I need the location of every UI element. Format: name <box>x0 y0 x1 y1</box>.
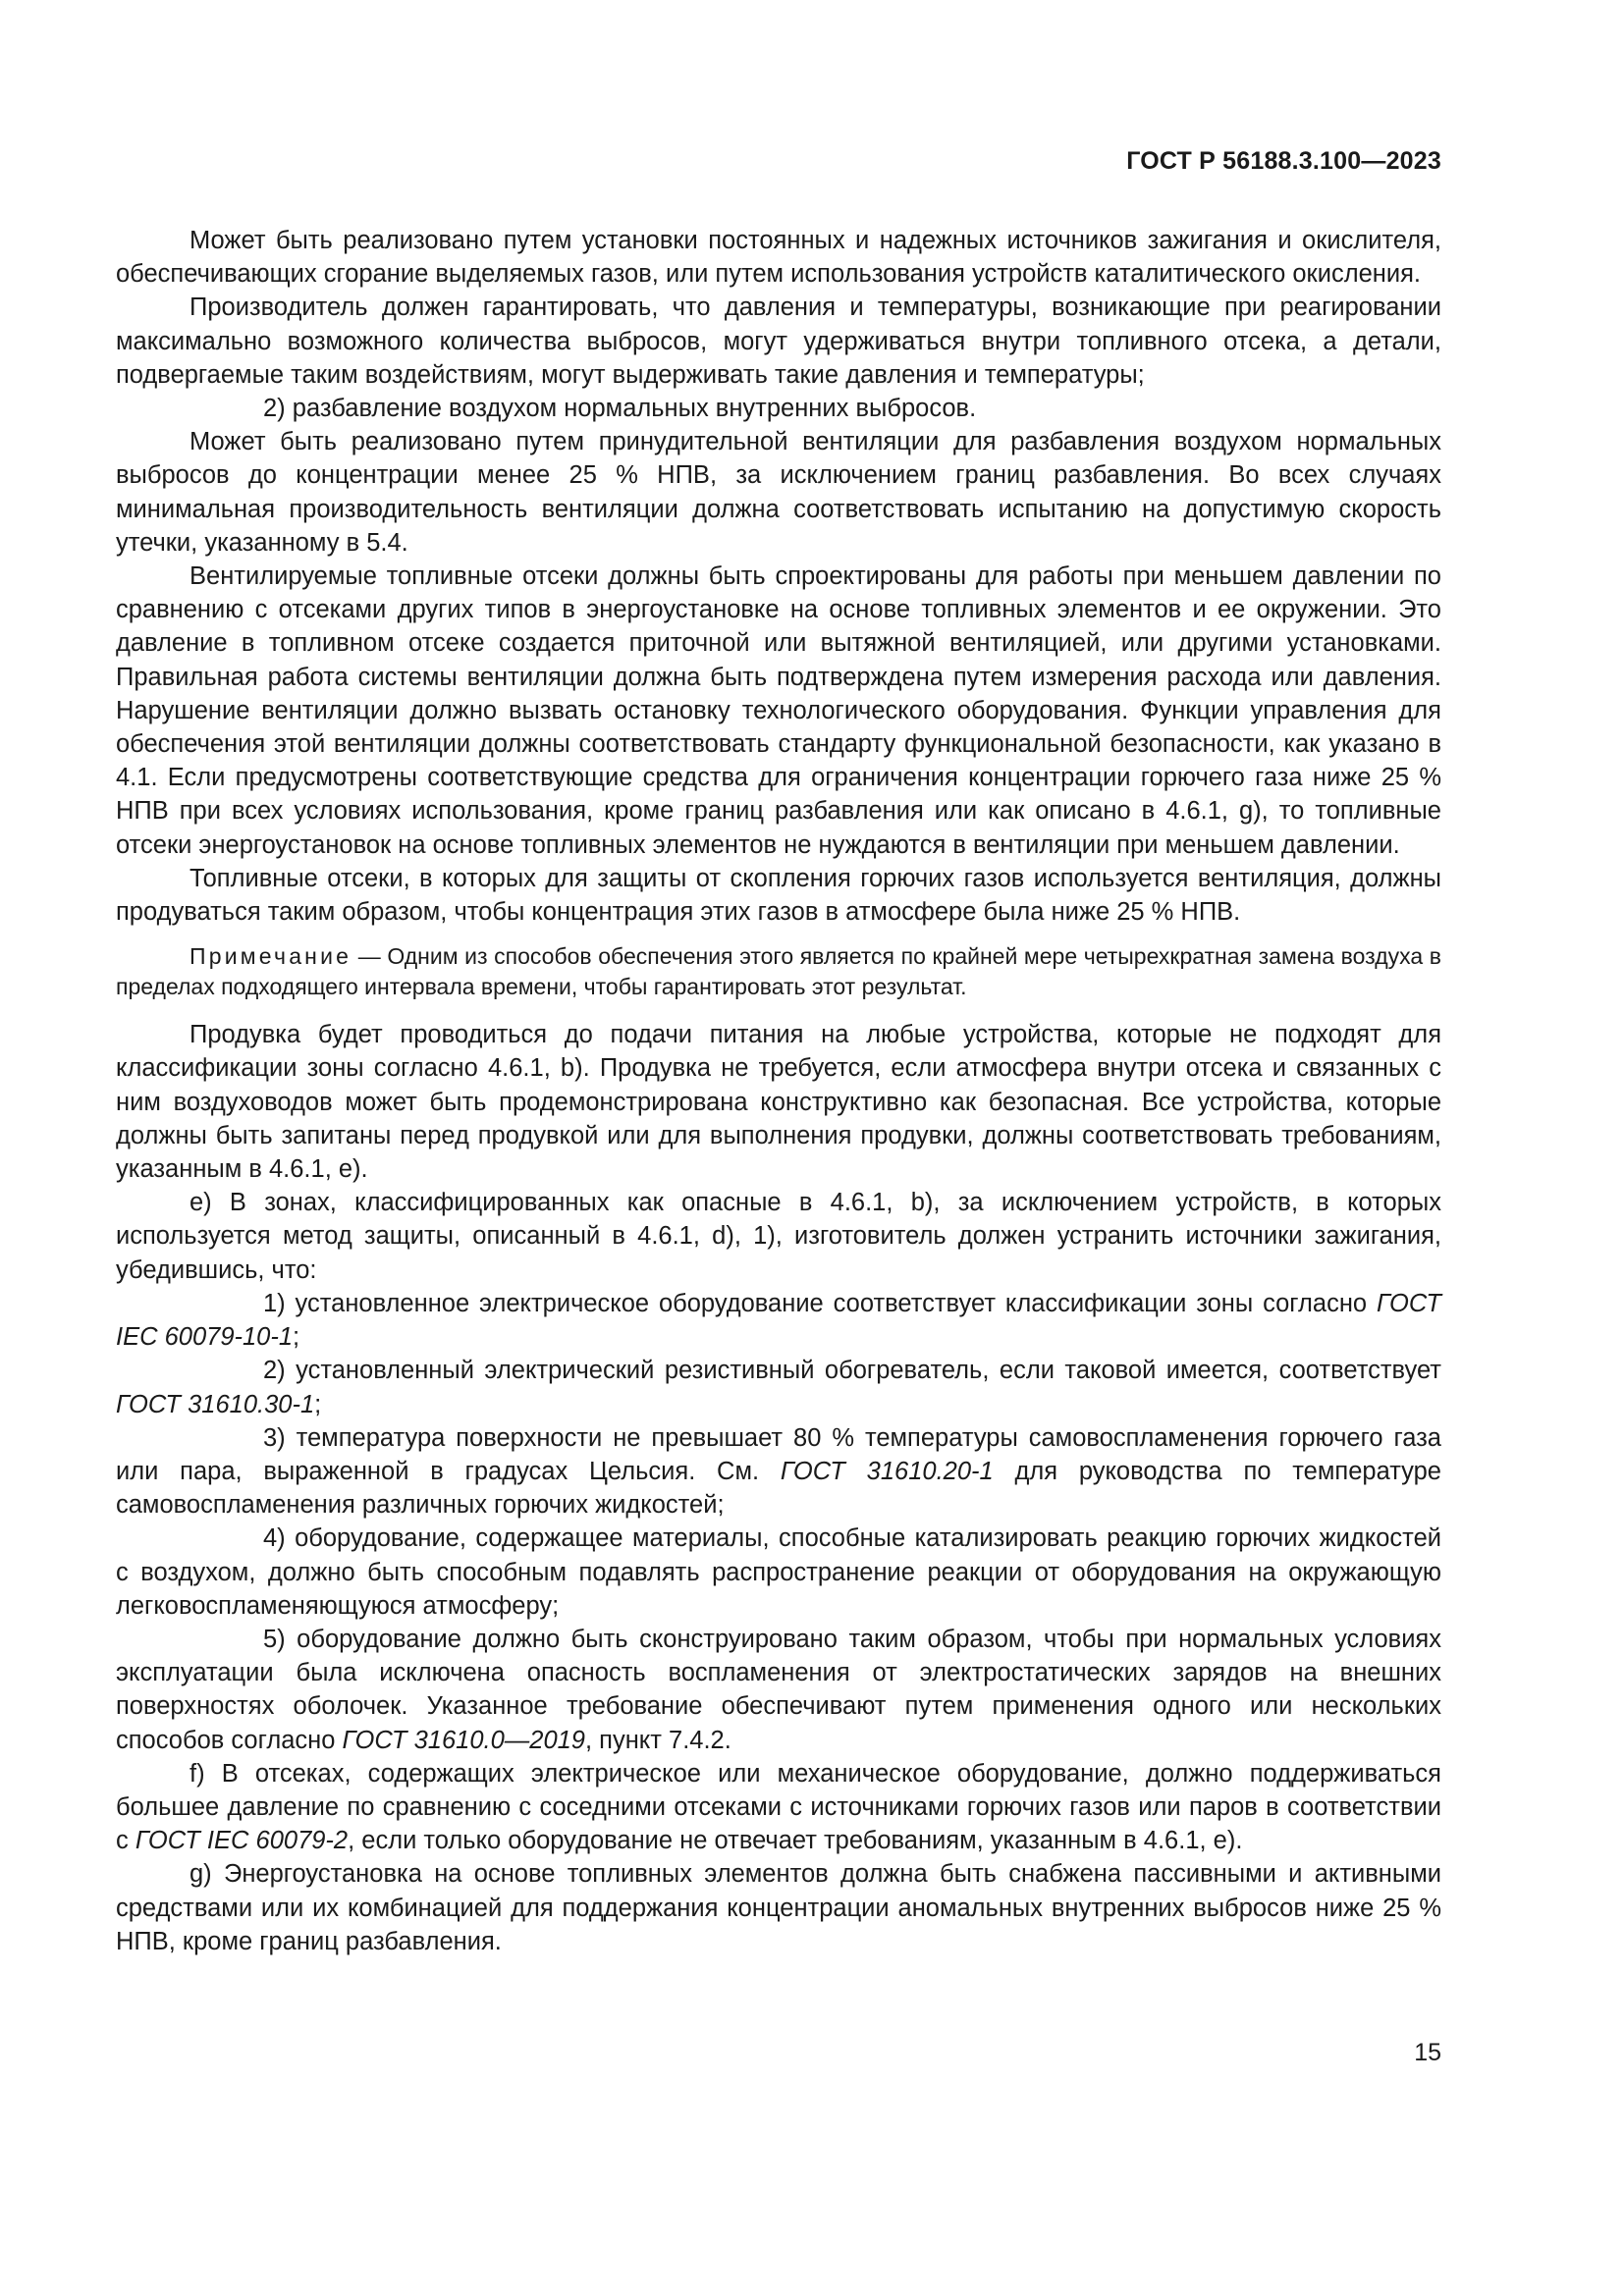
paragraph: Производитель должен гарантировать, что давления и температуры, возникающие при реагировании максимально возможного количества выбросов, могут удерживаться внутри топливного отсека, а детали, подвергаемые таким воздействиям, могут выдерживать такие давления и температуры; <box>116 294 1441 389</box>
paragraph: Продувка будет проводиться до подачи питания на любые устройства, которые не подходят для классификации зоны согласно 4.6.1, b). Продувка не требуется, если атмосфера внутри отсека и связанных с ним воздуховодов может быть продемонстрирована конструктивно как безопасная. Все устройства, которые должны быть запитаны перед продувкой или для выполнения продувки, должны соответствовать требованиям, указанным в 4.6.1, е). <box>116 1021 1441 1184</box>
list-item: 2) разбавление воздухом нормальных внутренних выбросов. <box>263 395 977 423</box>
document-header: ГОСТ Р 56188.3.100—2023 <box>1126 147 1441 175</box>
standard-reference: ГОСТ 31610.20-1 <box>780 1457 994 1485</box>
list-item: 1) установленное электрическое оборудование соответствует классификации зоны согласно ГОСТ IEC 60079-10-1; <box>116 1289 1441 1352</box>
document-body <box>116 224 1441 1958</box>
list-item: 5) оборудование должно быть сконструировано таким образом, чтобы при нормальных условиях эксплуатации была исключена опасность воспламенения от электростатических зарядов на внешних поверхностях оболочек. Указанное требование обеспечивают путем применения одного или нескольких способов согласно ГОСТ 31610.0—2019, пункт 7.4.2. <box>116 1625 1441 1754</box>
standard-reference: ГОСТ IEC 60079-10-1 <box>116 1289 1441 1352</box>
paragraph: Может быть реализовано путем принудительной вентиляции для разбавления воздухом нормальных выбросов до концентрации менее 25 % НПВ, за исключением границ разбавления. Во всех случаях минимальная производительность вентиляции должна соответствовать испытанию на допустимую скорость утечки, указанному в 5.4. <box>116 428 1441 557</box>
paragraph: Вентилируемые топливные отсеки должны быть спроектированы для работы при меньшем давлении по сравнению с отсеками других типов в энергоустановке на основе топливных элементов и ее окружении. Это давление в топливном отсеке создается приточной или вытяжной вентиляцией, или другими установками. Правильная работа системы вентиляции должна быть подтверждена путем измерения расхода или давления. Нарушение вентиляции должно вызвать остановку технологического оборудования. Функции управления для обеспечения этой вентиляции должны соответствовать стандарту функциональной безопасности, как указано в 4.1. Если предусмотрены соответствующие средства для ограничения концентрации горючего газа ниже 25 % НПВ при всех условиях использования, кроме границ разбавления или как описано в 4.6.1, g), то топливные отсеки энергоустановок на основе топливных элементов не нуждаются в вентиляции при меньшем давлении. <box>116 562 1441 859</box>
item-e: е) В зонах, классифицированных как опасные в 4.6.1, b), за исключением устройств, в которых используется метод защиты, описанный в 4.6.1, d), 1), изготовитель должен устранить источники зажигания, убедившись, что: <box>116 1189 1441 1284</box>
list-item: 4) оборудование, содержащее материалы, способные катализировать реакцию горючих жидкостей с воздухом, должно быть способным подавлять распространение реакции от оборудования на окружающую легковоспламеняющуюся атмосферу; <box>116 1524 1441 1620</box>
standard-reference: ГОСТ 31610.30-1 <box>116 1390 315 1418</box>
item-f: f) В отсеках, содержащих электрическое или механическое оборудование, должно поддерживаться большее давление по сравнению с соседними отсеками с источниками горючих газов или паров в соответствии с ГОСТ IEC 60079-2, если только оборудование не отвечает требованиям, указанным в 4.6.1, е). <box>116 1759 1441 1855</box>
list-item: 3) температура поверхности не превышает 80 % температуры самовоспламенения горючего газа или пара, выраженной в градусах Цельсия. См. ГОСТ 31610.20-1 для руководства по температуре самовоспламенения различных горючих жидкостей; <box>116 1423 1441 1520</box>
page-number: 15 <box>1414 2039 1441 2066</box>
note <box>116 941 1441 1002</box>
standard-reference: ГОСТ 31610.0—2019 <box>342 1726 585 1754</box>
note-label: Примечание <box>189 943 352 970</box>
item-g: g) Энергоустановка на основе топливных элементов должна быть снабжена пассивными и активными средствами или их комбинацией для поддержания концентрации аномальных внутренних выбросов ниже 25 % НПВ, кроме границ разбавления. <box>116 1860 1441 1955</box>
note-text: — Одним из способов обеспечения этого является по крайней мере четырехкратная замена воздуха в пределах подходящего интервала времени, чтобы гарантировать этот результат. <box>116 943 1441 1000</box>
paragraph: Топливные отсеки, в которых для защиты от скопления горючих газов используется вентиляция, должны продуваться таким образом, чтобы концентрация этих газов в атмосфере была ниже 25 % НПВ. <box>116 864 1441 927</box>
standard-reference: ГОСТ IEC 60079-2 <box>135 1827 349 1855</box>
paragraph: Может быть реализовано путем установки постоянных и надежных источников зажигания и окислителя, обеспечивающих сгорание выделяемых газов, или путем использования устройств каталитического окисления. <box>116 227 1441 289</box>
list-item: 2) установленный электрический резистивный обогреватель, если таковой имеется, соответствует ГОСТ 31610.30-1; <box>116 1357 1441 1418</box>
